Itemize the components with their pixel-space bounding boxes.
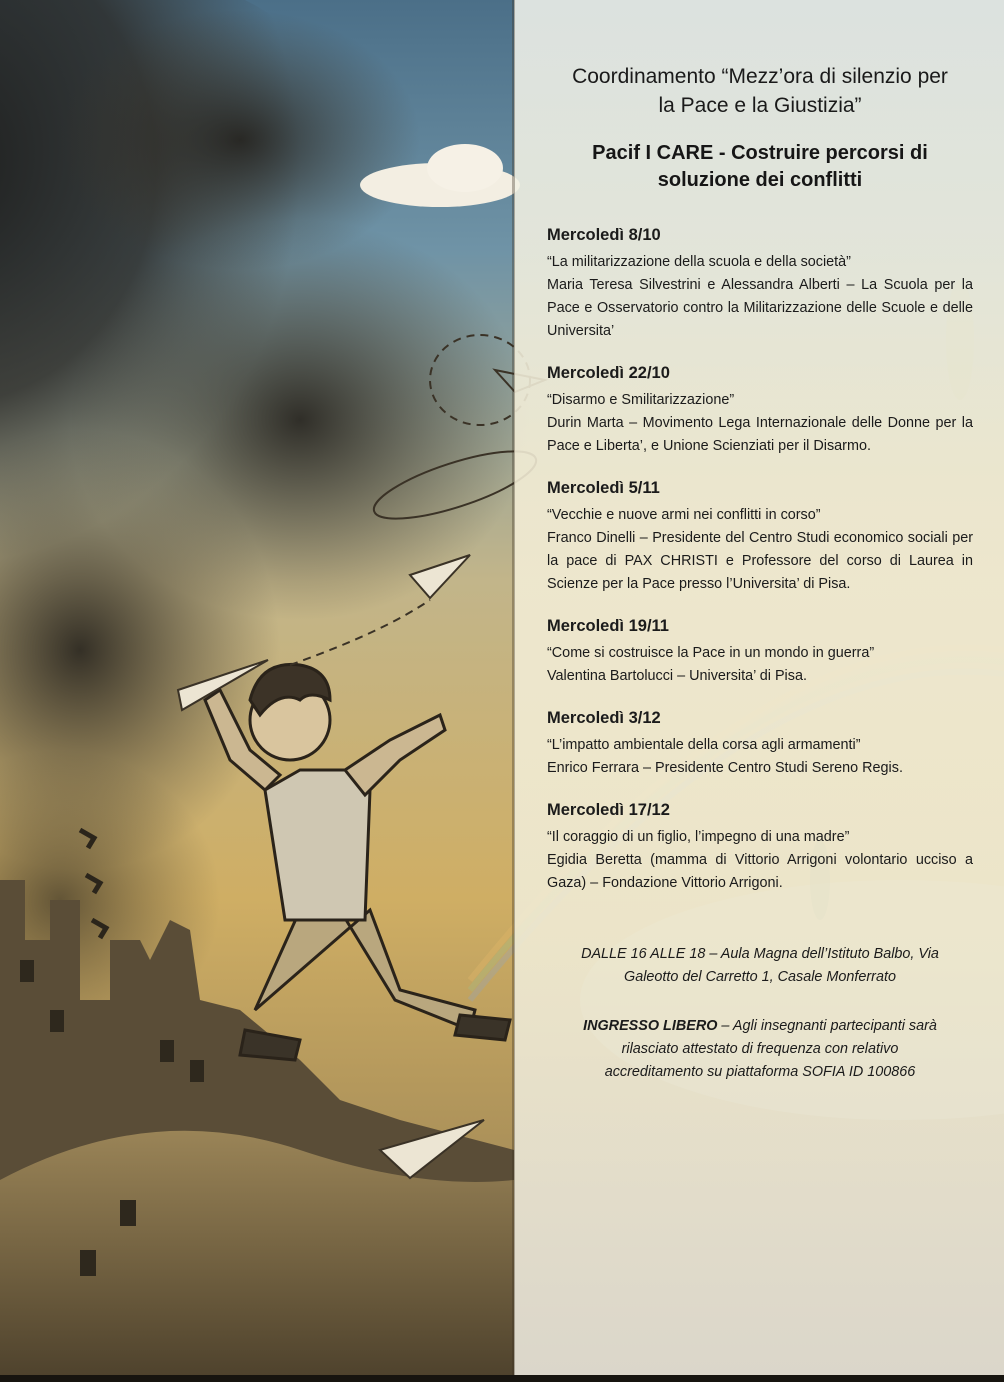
event-speakers: Valentina Bartolucci – Universita’ di Pisa.: [547, 668, 807, 684]
event-speakers: Durin Marta – Movimento Lega Internazionale delle Donne per la Pace e Liberta’, e Unione Scienziati per il Disarmo.: [547, 415, 973, 454]
series-title-line2: soluzione dei conflitti: [657, 169, 863, 191]
event-item: [547, 799, 973, 895]
venue-line1: DALLE 16 ALLE 18 – Aula Magna dell’Istituto Balbo, Via: [581, 946, 939, 962]
event-date: Mercoledì 3/12: [547, 709, 661, 727]
event-date: Mercoledì 19/11: [547, 617, 669, 635]
event-item: [547, 362, 973, 458]
venue-info: [547, 943, 973, 989]
entry-label: INGRESSO LIBERO: [583, 1018, 718, 1034]
organizer-heading: [547, 62, 973, 120]
event-date: Mercoledì 8/10: [547, 226, 661, 244]
event-speakers: Egidia Beretta (mamma di Vittorio Arrigoni volontario ucciso a Gaza) – Fondazione Vittorio Arrigoni.: [547, 852, 973, 891]
event-item: [547, 224, 973, 343]
event-date: Mercoledì 5/11: [547, 479, 660, 497]
organizer-heading-line2: la Pace e la Giustizia”: [658, 94, 862, 117]
entry-text-line1: – Agli insegnanti partecipanti sarà: [717, 1018, 937, 1034]
organizer-heading-line1: Coordinamento “Mezz’ora di silenzio per: [572, 65, 948, 88]
entry-text-line2: rilasciato attestato di frequenza con relativo: [621, 1041, 899, 1057]
event-speakers: Enrico Ferrara – Presidente Centro Studi Sereno Regis.: [547, 760, 903, 776]
event-title: “L’impatto ambientale della corsa agli armamenti”: [547, 737, 861, 753]
event-date: Mercoledì 22/10: [547, 364, 670, 382]
event-title: “Disarmo e Smilitarizzazione”: [547, 392, 735, 408]
venue-line2: Galeotto del Carretto 1, Casale Monferrato: [624, 969, 896, 985]
event-title: “Il coraggio di un figlio, l’impegno di una madre”: [547, 829, 850, 845]
entry-info: [547, 1015, 973, 1084]
event-item: [547, 707, 973, 780]
poster-content: [547, 62, 973, 1084]
bottom-bar: [0, 1375, 1004, 1382]
event-speakers: Maria Teresa Silvestrini e Alessandra Alberti – La Scuola per la Pace e Osservatorio contro la Militarizzazione delle Scuole e delle Universita’: [547, 277, 973, 339]
event-speakers: Franco Dinelli – Presidente del Centro Studi economico sociali per la pace di PAX CHRISTI e Professore del corso di Laurea in Scienze per la Pace presso l’Universita’ di Pisa.: [547, 530, 973, 592]
event-item: [547, 477, 973, 596]
series-title: [547, 140, 973, 194]
event-title: “Vecchie e nuove armi nei conflitti in corso”: [547, 507, 821, 523]
event-title: “Come si costruisce la Pace in un mondo in guerra”: [547, 645, 875, 661]
panel-divider: [512, 0, 515, 1375]
event-list: [547, 224, 973, 895]
series-title-line1: Pacif I CARE - Costruire percorsi di: [592, 142, 928, 164]
event-date: Mercoledì 17/12: [547, 801, 670, 819]
event-title: “La militarizzazione della scuola e della società”: [547, 254, 851, 270]
event-item: [547, 615, 973, 688]
entry-text-line3: accreditamento su piattaforma SOFIA ID 100866: [604, 1064, 916, 1080]
